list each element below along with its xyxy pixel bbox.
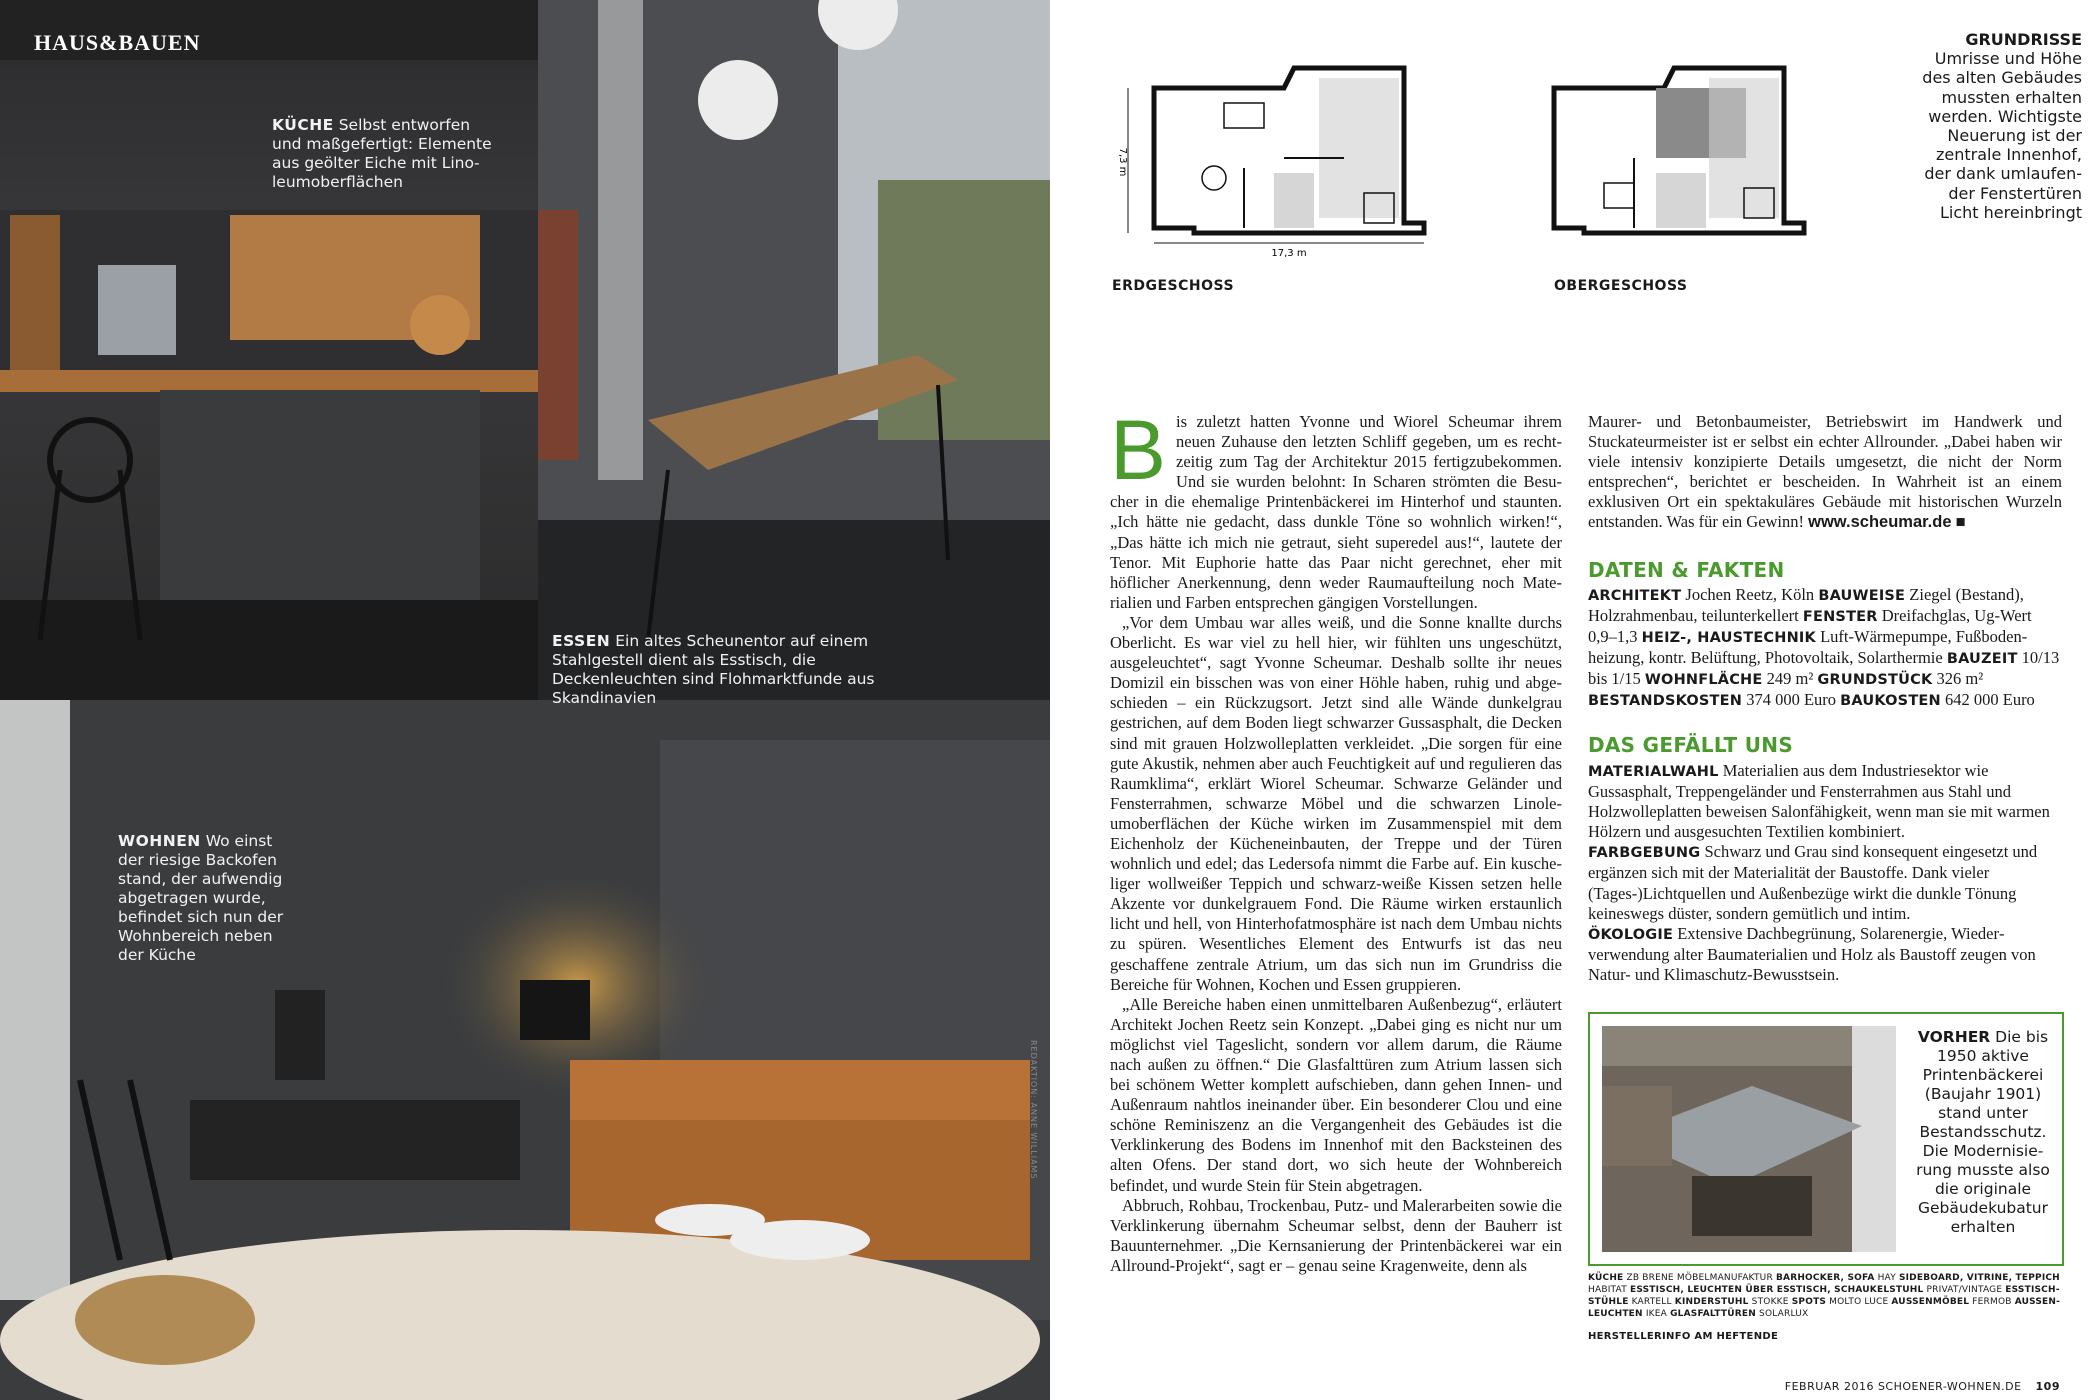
floor-plan-upper — [1514, 58, 1874, 258]
credit-maker: HAY — [1877, 1273, 1896, 1283]
dining-caption-text: Ein altes Scheunentor auf einem Stahlgestell dient als Esstisch, die Deckenleuchten sind Flohmarktfunde aus Skandinavien — [552, 632, 875, 707]
living-photo-illustration — [0, 700, 1050, 1400]
floor-plan-ground-drawing — [1094, 58, 1486, 258]
plan-dimension-width: 17,3 m — [1271, 248, 1307, 258]
credit-item: GLASFALTTÜREN — [1670, 1309, 1756, 1319]
living-caption — [118, 832, 298, 965]
article-paragraph: Abbruch, Rohbau, Trockenbau, Putz- und Malerarbeiten sowie die Verklinkerung übernahm Scheumar selbst, denn der Bauherr ist Bauunternehmer. „Die Kernsanierung der Printenbäckerei war ein Allround-Projekt“, sagt er – genau seine Kragenweite, denn als — [1110, 1195, 1562, 1275]
vorher-caption-text: Die bis 1950 aktive Printenbäckerei (Baujahr 1901) stand unter Bestandsschutz. Die Modernisierung musste also die originale Gebäudekubatur erhalten — [1916, 1028, 2050, 1236]
likes-list — [1588, 761, 2062, 985]
credit-maker: FERMOB — [1972, 1297, 2012, 1307]
fact-value: 374 000 Euro — [1746, 690, 1837, 710]
article-column-2 — [1588, 412, 2062, 533]
credit-maker: PRIVAT/VINTAGE — [1926, 1285, 2003, 1295]
product-credits — [1588, 1272, 2066, 1320]
credit-item: KÜCHE — [1588, 1273, 1624, 1283]
credit-maker: MOLTO LUCE — [1829, 1297, 1889, 1307]
credit-maker: ZB BRENE MÖBELMANUFAKTUR — [1626, 1273, 1773, 1283]
living-caption-label: WOHNEN — [118, 832, 201, 850]
fact-key: BESTANDSKOSTEN — [1588, 693, 1743, 710]
vorher-photo-illustration — [1602, 1026, 1896, 1252]
kitchen-caption — [272, 116, 502, 192]
credit-maker: KARTELL — [1631, 1297, 1672, 1307]
footer-site: SCHOENER-WOHNEN.DE — [1877, 1380, 2022, 1393]
photo-credit: REDAKTION: ANNE WILLIAMS — [1029, 1040, 1038, 1180]
living-caption-text: Wo einst der riesige Backofen stand, der aufwendig abgetragen wurde, befindet sich nun der Wohnbereich neben der Küche — [118, 832, 284, 964]
fact-key: WOHNFLÄCHE — [1644, 672, 1763, 689]
article-paragraph: „Alle Bereiche haben einen unmittelbaren Außenbezug“, erläutert Architekt Jochen Reetz sein Konzept. „Dabei ging es nicht nur um möglichst viel Tageslicht, sondern vor allem darum, die Räume nach außen zu öffnen.“ Die Glasfalttüren zum Atrium lassen sich bei schönem Wetter komplett aufschieben, dann gehen Innen- und Außenraum nahtlos ineinander über. Ein besonderer Clou und eine schöne Reminiszenz an die Vergangenheit des Gebäudes ist die Verklinkerung des Bodens im Innenhof mit den Backsteinen des alten Ofens. Der stand dort, wo sich heute der Wohnbereich befindet, und wurde Stein für Stein abgetragen. — [1110, 994, 1562, 1195]
fact-key: BAUWEISE — [1818, 588, 1906, 604]
credit-item: ESSTISCHSTÜHLE — [1588, 1285, 2060, 1307]
fact-key: HEIZ-, HAUSTECHNIK — [1641, 630, 1816, 647]
like-key: MATERIALWAHL — [1588, 764, 1719, 780]
credit-maker: HABITAT — [1588, 1285, 1627, 1295]
article-paragraph — [1588, 412, 2062, 533]
credit-item: AUSSENLEUCHTEN — [1588, 1297, 2060, 1319]
vorher-photo — [1602, 1026, 1896, 1252]
credit-maker: SOLARLUX — [1759, 1309, 1809, 1319]
page-footer — [1785, 1380, 2060, 1393]
facts-list — [1588, 585, 2062, 712]
fact-key: BAUKOSTEN — [1840, 693, 1941, 710]
floor-plan-ground — [1094, 58, 1486, 258]
credit-item: KINDERSTUHL — [1674, 1297, 1749, 1307]
fact-value: Ziegel (Bestand), Holzrahmenbau, teilunterkellert — [1588, 585, 2024, 626]
vorher-box — [1588, 1012, 2064, 1266]
fact-key: BAUZEIT — [1946, 651, 2018, 668]
fact-value: 642 000 Euro — [1944, 690, 2035, 710]
right-page-article — [1050, 0, 2100, 1400]
grundrisse-caption — [1912, 30, 2082, 222]
credit-item: SIDEBOARD, VITRINE, TEPPICH — [1898, 1273, 2060, 1283]
like-value: Extensive Dachbegrünung, Solarenergie, Wiederverwendung alter Baumaterialien und Holz als Baustoff zeugen von Natur- und Klimaschutz-Bewusstsein. — [1588, 923, 2036, 984]
end-mark: ■ — [1955, 512, 1966, 532]
dining-caption — [552, 632, 892, 708]
website-link[interactable]: www.scheumar.de — [1808, 513, 1952, 532]
kitchen-photo — [0, 0, 538, 700]
dining-photo-illustration — [538, 0, 1050, 700]
article-column-1 — [1110, 403, 1562, 1276]
fact-value: Jochen Reetz, Köln — [1685, 585, 1815, 604]
kitchen-photo-illustration — [0, 0, 538, 700]
living-photo — [0, 700, 1050, 1400]
fact-value: 10/13 bis 1/15 — [1588, 648, 2060, 689]
section-head: HAUS&BAUEN — [34, 30, 201, 55]
footer-issue: FEBRUAR 2016 — [1784, 1380, 1874, 1393]
fact-key: GRUNDSTÜCK — [1817, 672, 1933, 689]
page-number: 109 — [2035, 1380, 2060, 1393]
fact-key: ARCHITEKT — [1588, 588, 1682, 604]
grundrisse-caption-label: GRUNDRISSE — [1965, 30, 2082, 49]
article-paragraph-text: is zuletzt hatten Yvonne und Wiorel Scheumar ihrem neuen Zuhause den letzten Schliff gegeben, um es rechtzeitig zum Tag der Architektur 2015 fertigzubekommen. Und sie wurden belohnt: In Scharen strömten die Besucher in die ehemalige Printenbäckerei im Hinterhof und staunten. „Ich hätte nie gedacht, dass dunkle Töne so wohnlich wirken!“, „Das hätte ich mich nie getraut, sieht superedel aus!“, lautete der Tenor. Mit Euphorie hatte das Paar nicht gerechnet, eher mit höflicher Anerkennung, denn weder Raumaufteilung noch Materialien und Farben entsprechen gängigen Vorstellungen. — [1110, 412, 1562, 612]
vorher-caption-label: VORHER — [1917, 1028, 1991, 1046]
fact-value: Dreifachglas, Ug-Wert 0,9–1,3 — [1588, 606, 2032, 647]
dropcap: B — [1110, 403, 1167, 497]
article-paragraph-text: Maurer- und Betonbaumeister, Betriebswirt im Handwerk und Stuckateurmeister ist er selbst ein echter Allrounder. „Dabei haben wir viele intensiv konzipierte Details umgesetzt, die nicht der Norm entsprechen“, berichtet er bescheiden. In Wahrheit ist an einem exklusiven Ort ein spektakuläres Gebäude mit historischen Wurzeln entstanden. Was für ein Gewinn! — [1588, 412, 2062, 532]
plan-label-ground: ERDGESCHOSS — [1112, 278, 1235, 294]
likes-heading: DAS GEFÄLLT UNS — [1588, 733, 1794, 757]
credit-maker: IKEA — [1645, 1309, 1668, 1319]
fact-value: 249 m² — [1766, 669, 1814, 689]
fact-value: Luft-Wärmepumpe, Fußbodenheizung, kontr. Belüftung, Photovoltaik, Solarthermie — [1588, 627, 2028, 668]
vorher-caption — [1910, 1028, 2056, 1237]
kitchen-caption-label: KÜCHE — [272, 116, 334, 134]
dining-caption-label: ESSEN — [552, 632, 611, 650]
fact-value: 326 m² — [1936, 669, 1984, 689]
grundrisse-caption-text: Umrisse und Höhe des alten Gebäudes mussten erhalten werden. Wichtigste Neuerung ist der zentrale Innenhof, der dank umlaufender Fenstertüren Licht hereinbringt — [1922, 49, 2082, 222]
like-value: Schwarz und Grau sind konsequent eingesetzt und ergänzen sich mit der Materialität der Baustoffe. Dank vieler (Tages-)Lichtquellen und Außenbezüge wirkt die dunkle Tönung keineswegs düster, sondern gemütlich und intim. — [1588, 842, 2038, 923]
credit-maker: STOKKE — [1751, 1297, 1789, 1307]
article-paragraph — [1110, 403, 1562, 613]
plan-dimension-height: 7,3 m — [1117, 147, 1128, 177]
credit-item: SPOTS — [1791, 1297, 1827, 1307]
hersteller-note: HERSTELLERINFO AM HEFTENDE — [1588, 1331, 1779, 1342]
like-key: FARBGEBUNG — [1588, 845, 1701, 862]
kitchen-caption-text: Selbst entworfen und maßgefertigt: Elemente aus geölter Eiche mit Linoleumoberflächen — [272, 116, 492, 191]
like-key: ÖKOLOGIE — [1588, 926, 1674, 943]
fact-key: FENSTER — [1802, 609, 1878, 626]
credit-item: AUSSENMÖBEL — [1891, 1297, 1970, 1307]
plan-label-upper: OBERGESCHOSS — [1554, 278, 1688, 294]
floor-plan-upper-drawing — [1514, 58, 1874, 258]
dining-photo — [538, 0, 1050, 700]
article-paragraph: „Vor dem Umbau war alles weiß, und die Sonne knallte durchs Oberlicht. Es war viel zu hell hier, wir fühlten uns ungeschützt, ausgeleuchtet“, sagt Yvonne Scheumar. Deshalb sollte ihr neues Domizil ein bisschen was von einer Höhle haben, ruhig und abgeschieden – ein Rückzugsort. Jetzt sind alle Wände dunkelgrau gestrichen, auf dem Boden liegt schwarzer Gussasphalt, die Decken sind mit grauen Holzwolleplatten verkleidet. „Die sorgen für eine gute Akustik, nehmen aber auch Feuchtigkeit auf und regulieren das Raumklima“, erklärt Wiorel Scheumar. Schwarze Geländer und Fensterrahmen, schwarze Möbel und die schwarzen Linoleumoberflächen der Küche wirken im Zusammenspiel mit dem Eichenholz der Kücheneinbauten, der Treppe und der Türen wohnlich und edel; das Ledersofa nimmt die Farbe auf. Ein kuscheliger wollweißer Teppich und schwarz-weiße Kissen setzen helle Akzente vor dunkelgrauem Fond. Die Räume wirken erstaunlich licht und hell, von Hinterhofatmosphäre ist nach dem Umbau nichts zu spüren. Wesentliches Element des Entwurfs ist das neu geschaffene zentrale Atrium, um das sich nun im Grundriss die Bereiche für Wohnen, Kochen und Essen gruppieren. — [1110, 612, 1562, 994]
credit-item: ESSTISCH, LEUCHTEN ÜBER ESSTISCH, SCHAUKELSTUHL — [1629, 1285, 1924, 1295]
like-value: Materialien aus dem Industriesektor wie Gussasphalt, Treppengeländer und Fensterrahmen aus Stahl und Holzwolleplatten beweisen Salonfähigkeit, wenn man sie mit warmen Hölzern und ausgesuchten Textilien kombiniert. — [1588, 761, 2050, 842]
credit-item: BARHOCKER, SOFA — [1775, 1273, 1875, 1283]
facts-heading: DATEN & FAKTEN — [1588, 558, 1785, 582]
